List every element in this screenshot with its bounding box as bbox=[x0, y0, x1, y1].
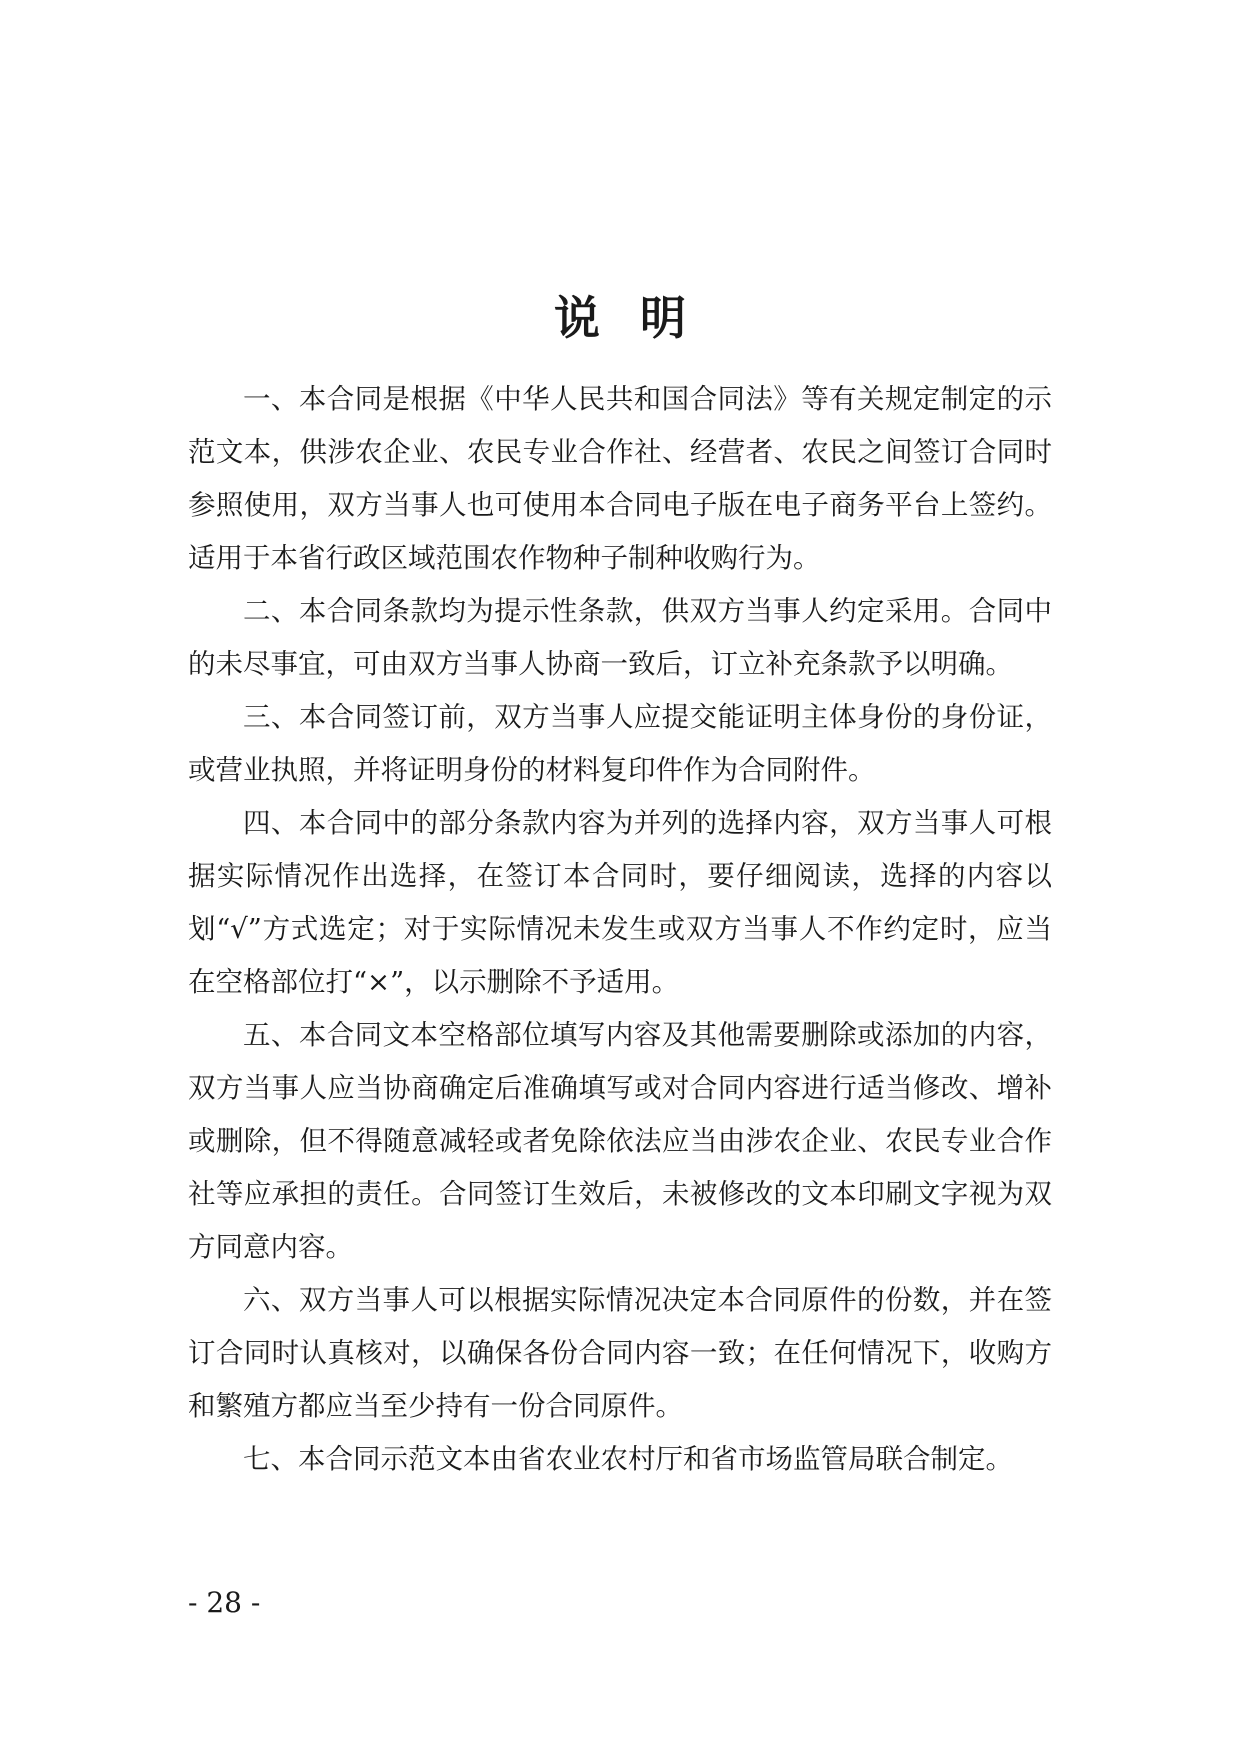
document-body bbox=[188, 373, 1052, 1486]
paragraph-1: 一、本合同是根据《中华人民共和国合同法》等有关规定制定的示范文本，供涉农企业、农民专业合作社、经营者、农民之间签订合同时参照使用，双方当事人也可使用本合同电子版在电子商务平台上签约。适用于本省行政区域范围农作物种子制种收购行为。 bbox=[188, 383, 1052, 574]
paragraph-7: 七、本合同示范文本由省农业农村厅和省市场监管局联合制定。 bbox=[243, 1443, 1013, 1475]
paragraph-2: 二、本合同条款均为提示性条款，供双方当事人约定采用。合同中的未尽事宜，可由双方当事人协商一致后，订立补充条款予以明确。 bbox=[188, 595, 1052, 680]
page-title: 说明 bbox=[554, 291, 726, 345]
paragraph-5: 五、本合同文本空格部位填写内容及其他需要删除或添加的内容，双方当事人应当协商确定后准确填写或对合同内容进行适当修改、增补或删除，但不得随意减轻或者免除依法应当由涉农企业、农民专业合作社等应承担的责任。合同签订生效后，未被修改的文本印刷文字视为双方同意内容。 bbox=[188, 1019, 1052, 1263]
paragraph-3: 三、本合同签订前，双方当事人应提交能证明主体身份的身份证，或营业执照，并将证明身份的材料复印件作为合同附件。 bbox=[188, 701, 1052, 786]
paragraph-4: 四、本合同中的部分条款内容为并列的选择内容，双方当事人可根据实际情况作出选择，在签订本合同时，要仔细阅读，选择的内容以划“√”方式选定；对于实际情况未发生或双方当事人不作约定时，应当在空格部位打“×”，以示删除不予适用。 bbox=[188, 807, 1052, 998]
paragraph-6: 六、双方当事人可以根据实际情况决定本合同原件的份数，并在签订合同时认真核对，以确保各份合同内容一致；在任何情况下，收购方和繁殖方都应当至少持有一份合同原件。 bbox=[188, 1284, 1052, 1422]
page-number: - 28 - bbox=[188, 1586, 261, 1619]
